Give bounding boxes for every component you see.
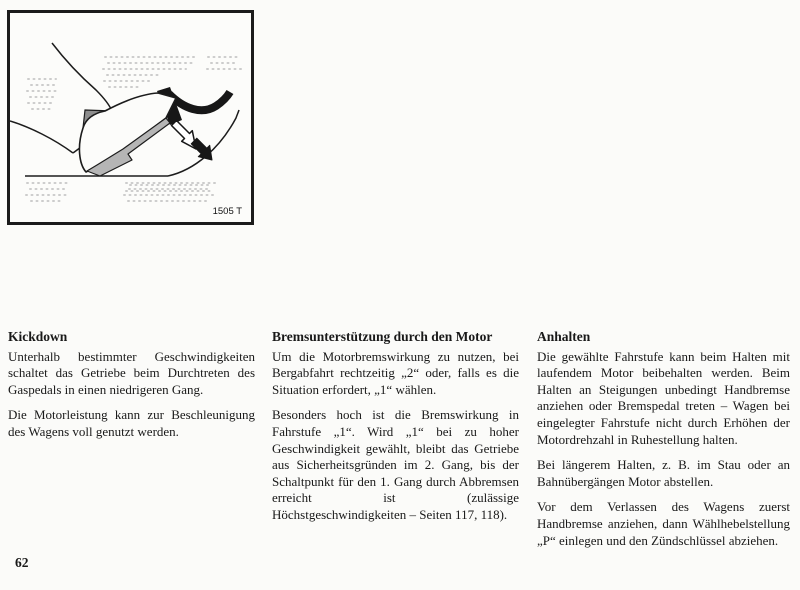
paragraph: Unterhalb bestimmter Geschwindigkeiten schaltet das Getriebe beim Durchtreten des Gaspedals in einen niedrigeren Gang. [8,348,255,397]
page-number: 62 [15,555,29,570]
column-heading: Anhalten [537,329,591,344]
column-engine-braking [272,329,519,533]
paragraph: Die gewählte Fahrstufe kann beim Halten mit laufendem Motor beibehalten werden. Beim Halten an Steigungen unbedingt Handbremse anziehen oder Bremspedal treten – Wagen bei eingelegter Fahrstufe nicht durch Erhöhen der Motordrehzahl in Ruhestellung halten. [537,348,790,447]
figure-code-label: 1505 T [212,206,242,217]
paragraph: Vor dem Verlassen des Wagens zuerst Handbremse anziehen, dann Wählhebelstellung „P“ einlegen und den Zündschlüssel abziehen. [537,499,790,548]
column-heading: Kickdown [8,329,68,344]
kickdown-arrow-icon [191,138,212,160]
column-stopping [537,329,790,558]
column-kickdown [8,329,255,450]
paragraph: Bei längerem Halten, z. B. im Stau oder an Bahnübergängen Motor abstellen. [537,457,790,489]
pedal-arm [169,92,230,110]
column-heading: Bremsunterstützung durch den Motor [272,329,493,344]
paragraph: Um die Motorbremswirkung zu nutzen, bei Bergabfahrt rechtzeitig „2“ oder, falls es die Situation erfordert, „1“ wählen. [272,348,519,397]
paragraph: Besonders hoch ist die Bremswirkung in Fahrstufe „1“. Wird „1“ bei zu hoher Geschwindigkeit gewählt, bleibt das Getriebe aus Sicherheitsgründen im 2. Gang, bis der Schaltpunkt für den 1. Gang durch Abbremsen erreicht ist (zulässige Höchstgeschwindigkeiten – Seiten 117, 118). [272,407,519,522]
figure-frame [7,10,254,225]
kickdown-pedal-illustration [10,13,251,222]
paragraph: Die Motorleistung kann zur Beschleunigung des Wagens voll genutzt werden. [8,407,255,439]
